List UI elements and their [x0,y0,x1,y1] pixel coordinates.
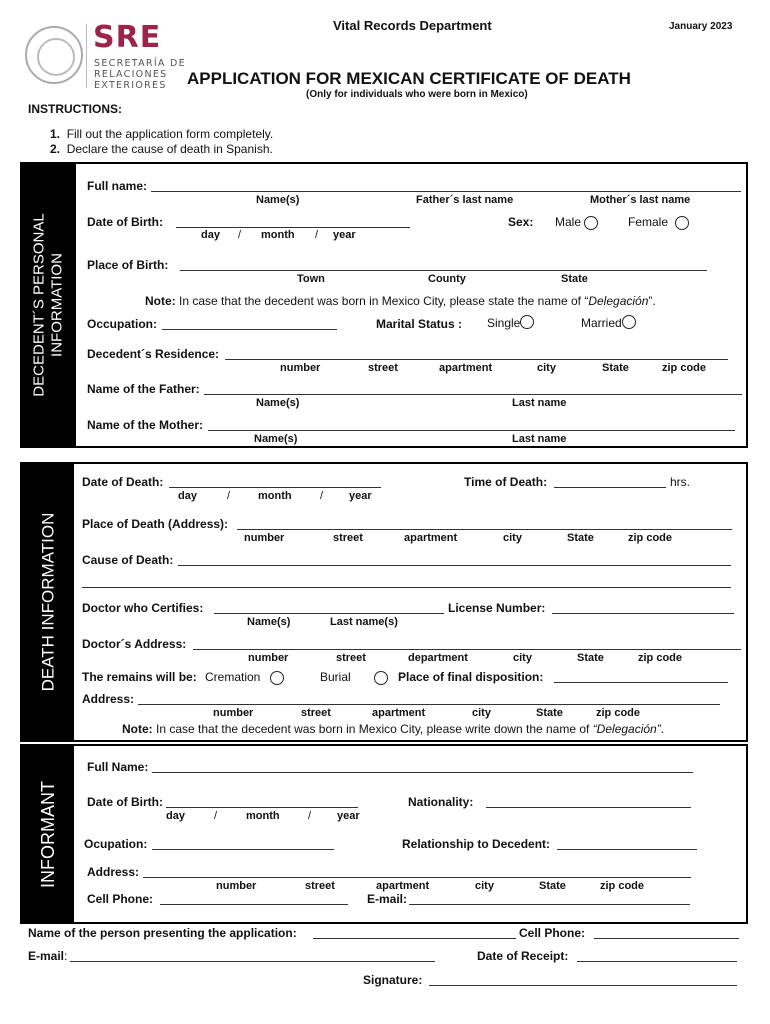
apartment-sublabel: apartment [372,707,426,719]
state-sublabel: State [602,362,629,374]
presenter-name-label: Name of the person presenting the application: [28,926,297,940]
informant-full-name-label: Full Name: [87,760,149,774]
street-sublabel: street [305,880,335,892]
date-separator: / [320,490,324,502]
informant-section-sidebar: INFORMANT [22,746,74,922]
presenter-email-field[interactable] [70,961,435,962]
residence-label: Decedent´s Residence: [87,347,220,361]
apartment-sublabel: apartment [376,880,430,892]
street-sublabel: street [301,707,331,719]
time-of-death-label: Time of Death: [464,475,548,489]
month-sublabel: month [246,810,280,822]
sex-male-option[interactable]: Male [555,215,598,230]
logo-divider [86,24,87,88]
final-disposition-field[interactable] [554,682,728,683]
state-sublabel: State [539,880,566,892]
occupation-field[interactable] [162,329,337,330]
page-subtitle: (Only for individuals who were born in Mexico) [306,89,528,100]
time-of-death-field[interactable] [554,487,666,488]
page-title: APPLICATION FOR MEXICAN CERTIFICATE OF DEATH [187,69,631,88]
state-sublabel: State [577,652,604,664]
sre-logo-subtitle: SECRETARÍA DE RELACIONES EXTERIORES [94,58,186,91]
town-sublabel: Town [297,273,325,285]
informant-cell-field[interactable] [160,904,348,905]
place-of-birth-field[interactable] [180,270,707,271]
father-last-name-sublabel: Father´s last name [416,194,514,206]
state-sublabel: State [536,707,563,719]
certifying-doctor-field[interactable] [214,613,444,614]
cause-of-death-field[interactable] [178,565,731,566]
apartment-sublabel: apartment [404,532,458,544]
street-sublabel: street [368,362,398,374]
day-sublabel: day [201,229,220,241]
zip-code-sublabel: zip code [596,707,641,719]
cause-of-death-field-line-2[interactable] [82,587,731,588]
zip-code-sublabel: zip code [662,362,707,374]
cause-of-death-label: Cause of Death: [82,553,174,567]
zip-code-sublabel: zip code [628,532,673,544]
informant-occupation-field[interactable] [152,849,334,850]
place-of-death-label: Place of Death (Address): [82,517,229,531]
day-sublabel: day [178,490,197,502]
date-of-death-label: Date of Death: [82,475,164,489]
mother-name-label: Name of the Mother: [87,418,204,432]
remains-label: The remains will be: [82,670,197,684]
year-sublabel: year [349,490,372,502]
final-disposition-label: Place of final disposition: [398,670,544,684]
last-name-sublabel: Last name [512,433,567,445]
city-sublabel: city [513,652,532,664]
informant-address-label: Address: [87,865,140,879]
birthplace-note: Note: In case that the decedent was born in Mexico City, please state the name of “Delegación”. [145,294,656,308]
number-sublabel: number [216,880,257,892]
sex-label: Sex: [508,215,534,229]
state-sublabel: State [561,273,588,285]
county-sublabel: County [428,273,466,285]
informant-address-field[interactable] [143,877,691,878]
informant-dob-field[interactable] [166,807,358,808]
form-date: January 2023 [669,21,733,32]
marital-single-option[interactable]: Single [487,316,534,330]
zip-code-sublabel: zip code [600,880,645,892]
father-name-field[interactable] [204,394,742,395]
number-sublabel: number [280,362,321,374]
names-sublabel: Name(s) [256,194,300,206]
occupation-label: Occupation: [87,317,158,331]
names-sublabel: Name(s) [254,433,298,445]
place-of-birth-label: Place of Birth: [87,258,169,272]
radio-circle-icon[interactable] [584,216,598,230]
names-sublabel: Name(s) [256,397,300,409]
department-sublabel: department [408,652,468,664]
last-name-sublabel: Last name [512,397,567,409]
marital-married-option[interactable]: Married [581,316,636,330]
year-sublabel: year [337,810,360,822]
radio-circle-icon[interactable] [270,671,284,685]
license-number-label: License Number: [448,601,546,615]
full-name-field[interactable] [151,191,741,192]
delegacion-note: Note: In case that the decedent was born in Mexico City, please write down the name of “Delegación”. [122,722,665,736]
remains-burial-option[interactable]: Burial [320,670,388,685]
date-separator: / [227,490,231,502]
zip-code-sublabel: zip code [638,652,683,664]
number-sublabel: number [213,707,254,719]
street-sublabel: street [336,652,366,664]
instruction-item: 2. Declare the cause of death in Spanish. [50,142,273,156]
certifying-doctor-label: Doctor who Certifies: [82,601,204,615]
city-sublabel: city [475,880,494,892]
father-name-label: Name of the Father: [87,382,200,396]
signature-label: Signature: [363,973,423,987]
date-separator: / [214,810,218,822]
disposition-address-label: Address: [82,692,135,706]
date-separator: / [315,229,319,241]
informant-dob-label: Date of Birth: [87,795,163,809]
instructions-heading: INSTRUCTIONS: [28,102,122,116]
signature-field[interactable] [429,985,737,986]
nationality-field[interactable] [486,807,691,808]
street-sublabel: street [333,532,363,544]
date-of-death-field[interactable] [169,487,381,488]
city-sublabel: city [472,707,491,719]
informant-occupation-label: Ocupation: [84,837,148,851]
informant-full-name-field[interactable] [152,772,693,773]
last-names-sublabel: Last name(s) [330,616,398,628]
nationality-label: Nationality: [408,795,474,809]
doctor-address-field[interactable] [193,649,741,650]
date-of-receipt-label: Date of Receipt: [477,949,569,963]
city-sublabel: city [503,532,522,544]
place-of-death-field[interactable] [237,529,732,530]
names-sublabel: Name(s) [247,616,291,628]
year-sublabel: year [333,229,356,241]
radio-circle-icon[interactable] [374,671,388,685]
hours-suffix: hrs. [670,475,691,489]
radio-circle-icon[interactable] [520,315,534,329]
death-section-sidebar: DEATH INFORMATION [22,464,74,740]
presenter-email-label: E-mail: [28,949,68,963]
month-sublabel: month [258,490,292,502]
relationship-label: Relationship to Decedent: [402,837,551,851]
sre-logo: SRE [93,20,162,55]
number-sublabel: number [244,532,285,544]
disposition-address-field[interactable] [138,704,720,705]
instruction-item: 1. Fill out the application form completely. [50,127,274,141]
license-number-field[interactable] [552,613,734,614]
apartment-sublabel: apartment [439,362,493,374]
mexican-coat-of-arms-seal [25,26,83,84]
department-name: Vital Records Department [333,18,492,33]
dob-label: Date of Birth: [87,215,163,229]
doctor-address-label: Doctor´s Address: [82,637,187,651]
city-sublabel: city [537,362,556,374]
full-name-label: Full name: [87,179,148,193]
personal-section-sidebar: DECEDENT´S PERSONAL INFORMATION [22,164,76,446]
date-separator: / [238,229,242,241]
presenter-name-field[interactable] [313,938,516,939]
marital-status-label: Marital Status : [376,317,463,331]
sex-female-option[interactable]: Female [628,215,689,230]
remains-cremation-option[interactable]: Cremation [205,670,284,685]
informant-cell-label: Cell Phone: [87,892,154,906]
radio-circle-icon[interactable] [622,315,636,329]
presenter-cell-label: Cell Phone: [519,926,586,940]
informant-email-label: E-mail: [367,892,408,906]
mother-name-field[interactable] [208,430,735,431]
relationship-field[interactable] [557,849,697,850]
date-separator: / [308,810,312,822]
mother-last-name-sublabel: Mother´s last name [590,194,691,206]
residence-field[interactable] [225,359,728,360]
number-sublabel: number [248,652,289,664]
radio-circle-icon[interactable] [675,216,689,230]
informant-email-field[interactable] [409,904,690,905]
dob-field[interactable] [176,227,410,228]
state-sublabel: State [567,532,594,544]
presenter-cell-field[interactable] [594,938,739,939]
month-sublabel: month [261,229,295,241]
date-of-receipt-field[interactable] [577,961,737,962]
day-sublabel: day [166,810,185,822]
